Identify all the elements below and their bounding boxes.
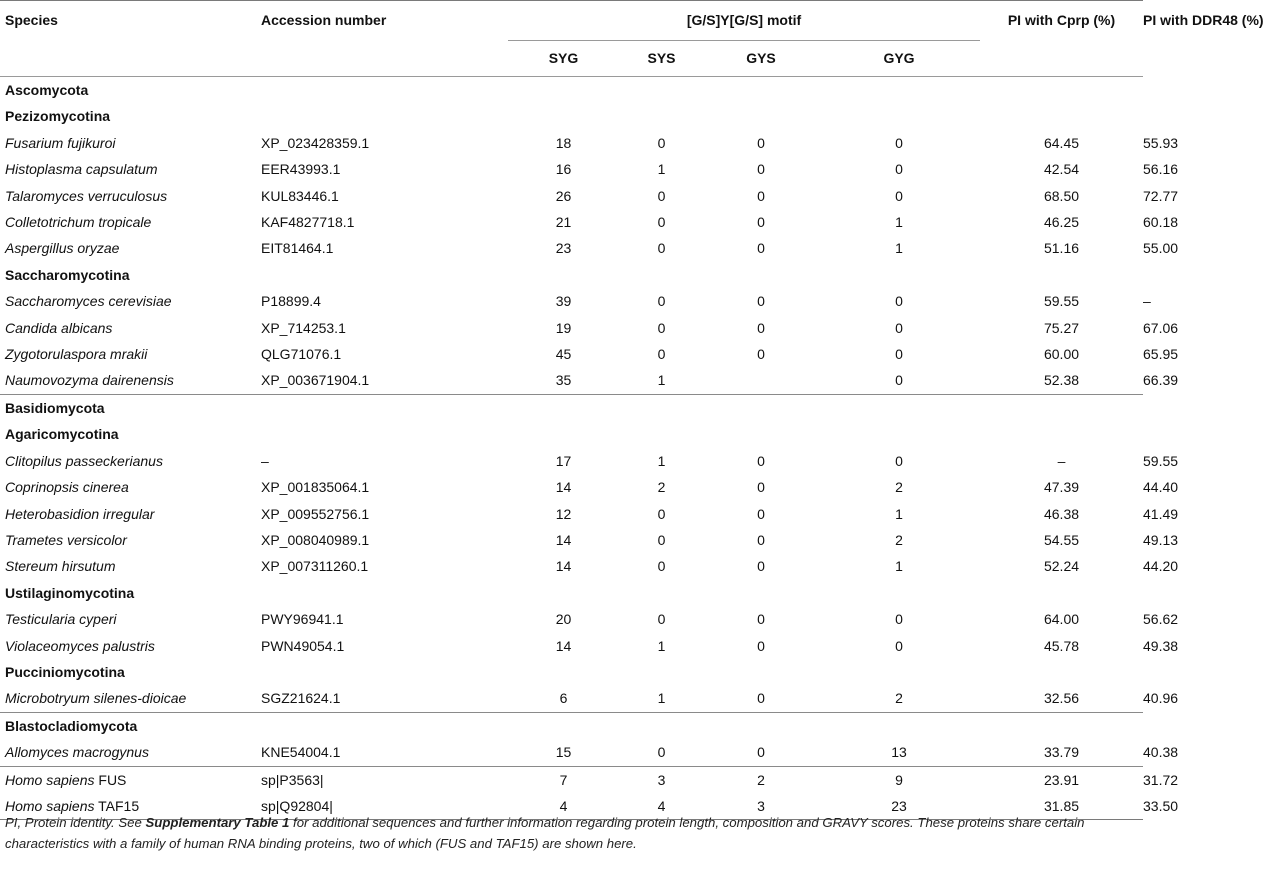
species-cell: [0, 130, 256, 156]
pi-cprp-cell: 47.39: [1043, 479, 1080, 496]
group-row: [0, 712, 1143, 739]
gyg-cell: 1: [895, 240, 903, 257]
table-row: Coprinopsis cinerea XP_001835064.1 14 2 0 2 47.39 44.40: [0, 474, 1143, 500]
spacer-cell: [445, 739, 508, 766]
sys-cell: 0: [657, 240, 666, 257]
syg-cell: 21: [555, 214, 572, 231]
accession-cell: KUL83446.1: [261, 187, 339, 204]
syg-cell: 23: [555, 240, 572, 257]
accession-cell: XP_714253.1: [261, 319, 346, 336]
species-cell: [0, 315, 256, 341]
sys-cell: 0: [657, 346, 666, 363]
species-name: Histoplasma capsulatum: [5, 161, 158, 178]
gys-cell: 0: [757, 452, 765, 469]
spacer-cell: [445, 553, 508, 579]
accession-cell: KAF4827718.1: [261, 214, 355, 231]
gys-cell: 0: [757, 531, 765, 548]
accession-cell: QLG71076.1: [261, 346, 342, 363]
table-body: [0, 77, 1179, 820]
gyg-cell: 2: [895, 531, 903, 548]
table-row: Stereum hirsutum XP_007311260.1 14 0 0 1 52.24 44.20: [0, 553, 1143, 579]
sys-cell: 0: [657, 214, 666, 231]
gys-cell: 0: [757, 744, 765, 761]
pi-cprp-cell: 42.54: [1043, 161, 1080, 178]
gys-cell: 0: [757, 293, 765, 310]
footnote-text-2: for additional sequences and further information regarding protein length, composition and GRAVY scores. These proteins share certain characteristics with a family of human RNA binding proteins, two of which (FUS and TAF15) are shown here.: [5, 815, 1085, 851]
pi-cprp-cell: 52.38: [1043, 372, 1080, 389]
header-sys: SYS: [619, 41, 704, 77]
syg-cell: 18: [555, 134, 572, 151]
pi-cprp-cell: 52.24: [1043, 558, 1080, 575]
gys-cell: 0: [757, 346, 765, 363]
gyg-cell: 9: [818, 766, 980, 793]
pi-cprp-cell: 64.00: [1043, 611, 1080, 628]
accession-cell: –: [261, 452, 269, 469]
table-row: Microbotryum silenes-dioicae SGZ21624.1 6 1 0 2 32.56 40.96: [0, 685, 1143, 712]
pi-cprp-cell: 31.85: [980, 793, 1143, 820]
species-cell: [0, 288, 256, 314]
gys-cell: 0: [757, 690, 765, 707]
species-name: Fusarium fujikuroi: [5, 134, 116, 151]
sys-cell: 0: [657, 134, 666, 151]
table-row: Testicularia cyperi PWY96941.1 20 0 0 0 64.00 56.62: [0, 606, 1143, 632]
group-label: Agaricomycotina: [5, 426, 119, 443]
syg-cell: 4: [508, 793, 619, 820]
table-row: Talaromyces verruculosus KUL83446.1 26 0 0 0 68.50 72.77: [0, 183, 1143, 209]
header-motif: [G/S]Y[G/S] motif: [508, 1, 980, 41]
gyg-cell: 0: [895, 161, 903, 178]
spacer-cell: [445, 209, 508, 235]
gys-cell: 2: [704, 766, 818, 793]
gyg-cell: 13: [891, 744, 907, 761]
sys-cell: 0: [657, 558, 666, 575]
gys-cell: [704, 367, 818, 394]
species-name: Allomyces macrogynus: [5, 744, 149, 761]
sys-cell: 2: [657, 479, 666, 496]
species-name: Homo sapiens: [5, 797, 95, 814]
table-row: Heterobasidion irregular XP_009552756.1 12 0 0 1 46.38 41.49: [0, 501, 1143, 527]
group-label: Pezizomycotina: [5, 108, 111, 125]
sys-cell: 0: [657, 611, 666, 628]
accession-cell: XP_007311260.1: [261, 558, 369, 575]
spacer-cell: [445, 130, 508, 156]
spacer-cell: [445, 367, 508, 394]
species-name: Heterobasidion irregular: [5, 505, 155, 522]
syg-cell: 15: [555, 744, 572, 761]
sys-cell: 1: [657, 452, 666, 469]
header-accession: Accession number: [256, 1, 445, 41]
species-cell: [0, 685, 256, 712]
table-row: Violaceomyces palustris PWN49054.1 14 1 0 0 45.78 49.38: [0, 633, 1143, 659]
gyg-cell: 2: [895, 690, 903, 707]
table-row: Candida albicans XP_714253.1 19 0 0 0 75.27 67.06: [0, 315, 1143, 341]
species-name: Aspergillus oryzae: [5, 240, 120, 257]
footnote-text-1: PI, Protein identity. See: [5, 815, 146, 830]
species-cell: [0, 633, 256, 659]
gyg-cell: 0: [895, 134, 903, 151]
header-pi-cprp: PI with Cprp (%): [980, 1, 1143, 41]
accession-cell: PWN49054.1: [261, 637, 345, 654]
sys-cell: 0: [657, 531, 666, 548]
syg-cell: 6: [559, 690, 568, 707]
gene-name: FUS: [98, 771, 127, 788]
group-row: [0, 421, 1143, 447]
accession-cell: EIT81464.1: [261, 240, 334, 257]
table-row: Naumovozyma dairenensis XP_003671904.1 35 1 0 52.38 66.39: [0, 367, 1143, 394]
gys-cell: 0: [757, 134, 765, 151]
gys-cell: 0: [757, 558, 765, 575]
accession-cell: P18899.4: [261, 293, 321, 310]
syg-cell: 7: [508, 766, 619, 793]
accession-cell: XP_023428359.1: [261, 134, 370, 151]
table-row: Allomyces macrogynus KNE54004.1 15 0 0 13 33.79 40.38: [0, 739, 1143, 766]
gyg-cell: 0: [895, 319, 903, 336]
gyg-cell: 0: [895, 372, 903, 389]
species-cell: [0, 606, 256, 632]
accession-cell: sp|Q92804|: [256, 793, 445, 820]
species-name: Naumovozyma dairenensis: [5, 372, 174, 389]
group-label: Ascomycota: [5, 82, 89, 98]
syg-cell: 14: [555, 479, 572, 496]
gys-cell: 0: [757, 187, 765, 204]
table-footnote: [5, 812, 1135, 854]
table-row: Histoplasma capsulatum EER43993.1 16 1 0 0 42.54 56.16: [0, 156, 1143, 182]
pi-cprp-cell: 46.25: [1043, 214, 1080, 231]
species-name: Trametes versicolor: [5, 531, 127, 548]
group-label: Blastocladiomycota: [0, 712, 1143, 739]
group-row: [0, 580, 1143, 606]
gys-cell: 0: [757, 319, 765, 336]
syg-cell: 14: [555, 531, 572, 548]
group-label: Basidiomycota: [0, 394, 1143, 421]
syg-cell: 20: [555, 611, 572, 628]
table-row: Clitopilus passeckerianus – 17 1 0 0 – 59.55: [0, 448, 1143, 474]
gys-cell: 3: [704, 793, 818, 820]
pi-cprp-cell: 46.38: [1043, 505, 1080, 522]
syg-cell: 17: [555, 452, 572, 469]
sys-cell: 1: [657, 372, 666, 389]
table-row: Trametes versicolor XP_008040989.1 14 0 0 2 54.55 49.13: [0, 527, 1143, 553]
gene-name: TAF15: [98, 797, 140, 814]
group-row: [0, 659, 1143, 685]
species-cell: [0, 474, 256, 500]
gys-cell: 0: [757, 240, 765, 257]
spacer-cell: [445, 235, 508, 261]
species-cell: [0, 739, 256, 766]
pi-cprp-cell: 60.00: [1043, 346, 1080, 363]
sys-cell: 1: [657, 637, 666, 654]
species-name: Talaromyces verruculosus: [5, 187, 168, 204]
species-cell: [0, 341, 256, 367]
syg-cell: 19: [555, 319, 572, 336]
group-row: [0, 394, 1143, 421]
species-name: Violaceomyces palustris: [5, 637, 155, 654]
accession-cell: SGZ21624.1: [261, 690, 341, 707]
gyg-cell: 0: [895, 611, 903, 628]
sys-cell: 0: [657, 293, 666, 310]
accession-cell: XP_009552756.1: [261, 505, 370, 522]
pi-cprp-cell: 33.79: [1043, 744, 1080, 761]
group-label: Saccharomycotina: [5, 266, 130, 283]
pi-cprp-cell: 59.55: [1043, 293, 1080, 310]
species-name: Saccharomyces cerevisiae: [5, 293, 172, 310]
sys-cell: 1: [657, 161, 666, 178]
group-label: Ustilaginomycotina: [5, 584, 135, 601]
accession-cell: XP_001835064.1: [261, 479, 370, 496]
pi-cprp-cell: 75.27: [1043, 319, 1080, 336]
species-name: Stereum hirsutum: [5, 558, 116, 575]
species-name: Coprinopsis cinerea: [5, 479, 129, 496]
gyg-cell: 23: [818, 793, 980, 820]
pi-cprp-cell: 32.56: [1043, 690, 1080, 707]
pi-cprp-cell: 23.91: [980, 766, 1143, 793]
syg-cell: 14: [555, 558, 572, 575]
pi-cprp-cell: 45.78: [1043, 637, 1080, 654]
spacer-cell: [445, 527, 508, 553]
spacer-cell: [445, 633, 508, 659]
spacer-cell: [445, 183, 508, 209]
footnote-supplementary-link: Supplementary Table 1: [145, 815, 290, 830]
syg-cell: 16: [555, 161, 572, 178]
species-cell: [0, 183, 256, 209]
gyg-cell: 1: [895, 505, 903, 522]
pi-cprp-cell: 51.16: [1043, 240, 1080, 257]
species-cell: [0, 367, 256, 394]
spacer-cell: [445, 315, 508, 341]
species-name: Homo sapiens: [5, 771, 95, 788]
spacer-cell: [445, 685, 508, 712]
gyg-cell: 0: [895, 293, 903, 310]
accession-cell: sp|P3563|: [256, 766, 445, 793]
sys-cell: 3: [619, 766, 704, 793]
species-cell: [0, 209, 256, 235]
table-row: Aspergillus oryzae EIT81464.1 23 0 0 1 51.16 55.00: [0, 235, 1143, 261]
gyg-cell: 1: [895, 214, 903, 231]
syg-cell: 39: [555, 293, 572, 310]
table-row: Fusarium fujikuroi XP_023428359.1 18 0 0 0 64.45 55.93: [0, 130, 1143, 156]
pi-cprp-cell: 64.45: [1043, 134, 1080, 151]
species-cell: [0, 766, 256, 793]
syg-cell: 45: [555, 346, 572, 363]
sys-cell: 4: [619, 793, 704, 820]
gys-cell: 0: [757, 611, 765, 628]
spacer-cell: [445, 341, 508, 367]
group-row: [0, 77, 1143, 104]
gyg-cell: 0: [895, 187, 903, 204]
species-cell: [0, 448, 256, 474]
gyg-cell: 0: [895, 346, 903, 363]
syg-cell: 26: [555, 187, 572, 204]
accession-cell: XP_008040989.1: [261, 531, 370, 548]
gyg-cell: 1: [895, 558, 903, 575]
spacer-cell: [445, 448, 508, 474]
syg-cell: 35: [555, 372, 572, 389]
gyg-cell: 2: [895, 479, 903, 496]
sys-cell: 1: [657, 690, 666, 707]
species-name: Zygotorulaspora mrakii: [5, 346, 148, 363]
species-name: Microbotryum silenes-dioicae: [5, 690, 187, 707]
table-row: Colletotrichum tropicale KAF4827718.1 21 0 0 1 46.25 60.18: [0, 209, 1143, 235]
species-cell: [0, 156, 256, 182]
gyg-cell: 0: [895, 452, 903, 469]
sys-cell: 0: [657, 744, 666, 761]
table-row: Zygotorulaspora mrakii QLG71076.1 45 0 0 0 60.00 65.95: [0, 341, 1143, 367]
header-gyg: GYG: [818, 41, 980, 77]
species-motif-table: Species Accession number [G/S]Y[G/S] motif PI with Cprp (%) PI with DDR48 (%) SYG SYS GYS GYG Ascomycota Pezizomycotina Fusarium fujikuroi XP_023428359.1 18 0 0 0 64.45 55.93 Histoplasma capsulatum EER43993.1 16 1 0 0 42.54 56.16 Talaromyces verruculosus KUL83446.1 26 0 0 0 68.50 72.77 Colletotrichum tropicale KAF4827718.1 21 0 0 1 46.25 60.18 Aspergillus oryzae EIT81464.1 23 0 0 1 51.16 55.00 Saccharomycotina Saccharomyces cerevisiae P18899.4 39 0 0 0 59.55 – Candida albicans XP_714253.1 19 0 0 0 75.27 67.06 Zygotorulaspora mrakii QLG71076.1 45 0 0 0 60.00 65.95 Naumovozyma dairenensis XP_003671904.1 35 1 0 52.38 66.39 Basidiomycota Agaricomycotina Clitopilus passeckerianus – 17 1 0 0 – 59.55 Coprinopsis cinerea XP_001835064.1 14 2 0 2 47.39 44.40 Heterobasidion irregular XP_009552756.1 12 0 0 1 46.38 41.49 Trametes versicolor XP_008040989.1 14 0 0 2 54.55 49.13 Stereum hirsutum XP_007311260.1 14 0 0 1 52.24 44.20 Ustilaginomycotina Testicularia cyperi PWY96941.1 20 0 0 0 64.00 56.62 Violaceomyces palustris PWN49054.1 14 1 0 0 45.78 49.38 Pucciniomycotina Microbotryum silenes-dioicae SGZ21624.1 6 1 0 2 32.56 40.96 Blastocladiomycota Allomyces macrogynus KNE54004.1 15 0 0 13 33.79 40.38 Homo sapiens FUS sp|P3563| 7 3 2 9 23.91 31.72 Homo sapiens TAF15 sp|Q92804| 4 4 3 23 31.85 33.50: [0, 0, 1143, 820]
species-name: Colletotrichum tropicale: [5, 214, 152, 231]
accession-cell: PWY96941.1: [261, 611, 344, 628]
species-name: Testicularia cyperi: [5, 611, 117, 628]
syg-cell: 14: [555, 637, 572, 654]
header-syg: SYG: [508, 41, 619, 77]
sys-cell: 0: [657, 187, 666, 204]
table-row: Homo sapiens TAF15 sp|Q92804| 4 4 3 23 31.85 33.50: [0, 793, 1143, 820]
species-cell: [0, 501, 256, 527]
group-row: [0, 262, 1143, 288]
gys-cell: 0: [757, 637, 765, 654]
species-cell: [0, 553, 256, 579]
accession-cell: KNE54004.1: [261, 744, 341, 761]
spacer-cell: [445, 501, 508, 527]
pi-cprp-cell: 68.50: [1043, 187, 1080, 204]
sys-cell: 0: [657, 319, 666, 336]
spacer-cell: [445, 474, 508, 500]
accession-cell: XP_003671904.1: [261, 372, 370, 389]
spacer-cell: [445, 156, 508, 182]
sys-cell: 0: [657, 505, 666, 522]
gys-cell: 0: [757, 505, 765, 522]
species-name: Clitopilus passeckerianus: [5, 452, 163, 469]
species-cell: [0, 527, 256, 553]
table-row: Saccharomyces cerevisiae P18899.4 39 0 0 0 59.55 –: [0, 288, 1143, 314]
gyg-cell: 0: [895, 637, 903, 654]
species-name: Candida albicans: [5, 319, 113, 336]
spacer-cell: [445, 606, 508, 632]
header-species: Species: [0, 1, 256, 41]
gys-cell: 0: [757, 479, 765, 496]
spacer-cell: [445, 288, 508, 314]
table-row: Homo sapiens FUS sp|P3563| 7 3 2 9 23.91 31.72: [0, 766, 1143, 793]
species-cell: [0, 235, 256, 261]
gys-cell: 0: [757, 161, 765, 178]
group-label: Pucciniomycotina: [5, 663, 125, 680]
spacer-cell: [445, 766, 508, 793]
group-row: [0, 103, 1143, 129]
syg-cell: 12: [555, 505, 572, 522]
gys-cell: 0: [757, 214, 765, 231]
pi-cprp-cell: 54.55: [1043, 531, 1080, 548]
header-gys: GYS: [704, 41, 818, 77]
pi-cprp-cell: –: [1057, 452, 1066, 469]
accession-cell: EER43993.1: [261, 161, 341, 178]
